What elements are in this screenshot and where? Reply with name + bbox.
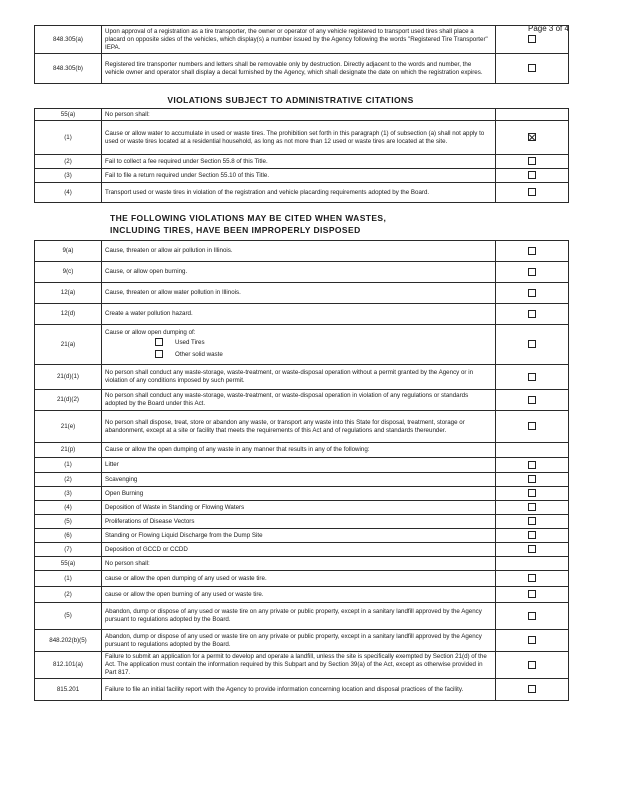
violation-checkbox[interactable] [528, 574, 536, 582]
violation-description: Failure to submit an application for a permit to develop and operate a landfill, unless the site is specifically exempted by Section 21(d) of the Act. The application must contain the information required by this Subpart and by Section 39(a) of the Act, except as otherwise provided in Part 817. [102, 652, 496, 679]
section-code: (2) [35, 473, 102, 487]
violation-checkbox[interactable] [528, 133, 536, 141]
violation-checkbox[interactable] [528, 247, 536, 255]
section-code: (3) [35, 169, 102, 183]
violation-description: No person shall conduct any waste-storage, waste-treatment, or waste-disposal operation without a permit granted by the Agency or in violation of any conditions imposed by such permit. [102, 365, 496, 390]
violation-checkbox[interactable] [528, 373, 536, 381]
section-code: (6) [35, 529, 102, 543]
checkbox-cell [496, 26, 569, 54]
violation-row [35, 121, 569, 155]
violation-checkbox[interactable] [528, 340, 536, 348]
section-code: (2) [35, 587, 102, 603]
section-code: (4) [35, 183, 102, 203]
checkbox-cell [496, 283, 569, 304]
violation-checkbox[interactable] [528, 503, 536, 511]
violation-description: Transport used or waste tires in violation of the registration and vehicle placarding requirements adopted by the Board. [102, 183, 496, 203]
checkbox-cell [496, 241, 569, 262]
violation-description: Cause, threaten or allow air pollution in Illinois. [102, 241, 496, 262]
violation-checkbox[interactable] [528, 289, 536, 297]
violation-row [35, 473, 569, 487]
section-code: 21(d)(2) [35, 390, 102, 411]
section-code: (4) [35, 501, 102, 515]
section-code: 55(a) [35, 557, 102, 571]
violation-row [35, 487, 569, 501]
violation-row [35, 458, 569, 473]
open-dumping-option [105, 337, 492, 349]
open-dumping-option [105, 349, 492, 361]
checkbox-cell [496, 155, 569, 169]
section-code: 21(a) [35, 325, 102, 365]
checkbox-cell [496, 109, 569, 121]
violation-row [35, 587, 569, 603]
violation-description: Upon approval of a registration as a tire transporter, the owner or operator of any vehicle registered to transport used tires shall place a placard on opposite sides of the vehicles, which display(s) a number issued by the Agency following the words "Registered Tire Transporter" IEPA. [102, 26, 496, 54]
violation-row [35, 283, 569, 304]
violation-description: Registered tire transporter numbers and letters shall be removable only by destruction. Directly adjacent to the words and number, the vehicle owner and operator shall display a decal furnished by the Agency, which shall designate the date on which the registration expires. [102, 54, 496, 84]
violation-description: No person shall: [102, 109, 496, 121]
violation-row [35, 241, 569, 262]
checkbox-cell [496, 304, 569, 325]
checkbox-cell [496, 630, 569, 652]
violation-description: Fail to collect a fee required under Section 55.8 of this Title. [102, 155, 496, 169]
checkbox-cell [496, 543, 569, 557]
violation-row [35, 557, 569, 571]
checkbox-cell [496, 529, 569, 543]
violation-checkbox[interactable] [528, 171, 536, 179]
checkbox-cell [496, 458, 569, 473]
violation-row [35, 515, 569, 529]
violation-checkbox[interactable] [528, 157, 536, 165]
checkbox-cell [496, 557, 569, 571]
violation-checkbox[interactable] [528, 268, 536, 276]
section-code: 848.305(a) [35, 26, 102, 54]
section-code: (3) [35, 487, 102, 501]
violation-checkbox[interactable] [528, 612, 536, 620]
violation-checkbox[interactable] [528, 661, 536, 669]
violation-row [35, 26, 569, 54]
violation-description: No person shall: [102, 557, 496, 571]
checkbox-cell [496, 411, 569, 443]
violation-description: Proliferations of Disease Vectors [102, 515, 496, 529]
violation-row [35, 365, 569, 390]
violation-description: Deposition of Waste in Standing or Flowing Waters [102, 501, 496, 515]
checkbox-cell [496, 487, 569, 501]
violation-description: No person shall dispose, treat, store or abandon any waste, or transport any waste into this State for disposal, treatment, storage or abandonment, except at a site or facility that meets the requirements of this Act and of regulations and standards thereunder. [102, 411, 496, 443]
violation-row [35, 262, 569, 283]
checkbox-cell [496, 652, 569, 679]
violation-checkbox[interactable] [528, 35, 536, 43]
violation-checkbox[interactable] [528, 531, 536, 539]
section-code: 21(p) [35, 443, 102, 458]
violation-description [102, 325, 496, 365]
violation-checkbox[interactable] [528, 461, 536, 469]
checkbox-cell [496, 515, 569, 529]
violation-row [35, 169, 569, 183]
page-number: Page 3 of 4 [528, 24, 569, 33]
violation-description: Failure to file an initial facility report with the Agency to provide information concerning location and disposal practices of the facility. [102, 679, 496, 701]
tire-transporter-table [34, 25, 569, 84]
checkbox-cell [496, 121, 569, 155]
violation-checkbox[interactable] [528, 310, 536, 318]
violation-row [35, 501, 569, 515]
violation-row [35, 543, 569, 557]
option-checkbox[interactable] [155, 338, 163, 346]
checkbox-cell [496, 365, 569, 390]
open-dumping-label: Cause or allow open dumping of: [105, 328, 196, 336]
section-code: (5) [35, 603, 102, 630]
section-code: 812.101(a) [35, 652, 102, 679]
violation-description: Cause or allow water to accumulate in used or waste tires. The prohibition set forth in this paragraph (1) of subsection (a) shall not apply to used or waste tires located at a residential household, as long as not more than 12 used or waste tires are located at the site. [102, 121, 496, 155]
violation-checkbox[interactable] [528, 590, 536, 598]
violation-row [35, 155, 569, 169]
violation-checkbox[interactable] [528, 188, 536, 196]
option-label: Used Tires [175, 338, 205, 346]
violation-description: Cause or allow the open dumping of any waste in any manner that results in any of the following: [102, 443, 496, 458]
violation-row [35, 679, 569, 701]
section-code: 815.201 [35, 679, 102, 701]
violation-description: Open Burning [102, 487, 496, 501]
section-code: (5) [35, 515, 102, 529]
violation-checkbox[interactable] [528, 64, 536, 72]
violation-row [35, 603, 569, 630]
option-label: Other solid waste [175, 350, 223, 358]
violation-description: cause or allow the open burning of any used or waste tire. [102, 587, 496, 603]
checkbox-cell [496, 443, 569, 458]
violation-description: cause or allow the open dumping of any used or waste tire. [102, 571, 496, 587]
violation-description: Fail to file a return required under Section 55.10 of this Title. [102, 169, 496, 183]
section-code: 9(a) [35, 241, 102, 262]
violation-checkbox[interactable] [528, 422, 536, 430]
admin-citations-heading: VIOLATIONS SUBJECT TO ADMINISTRATIVE CITATIONS [167, 95, 414, 105]
section-code: (1) [35, 121, 102, 155]
violation-row [35, 411, 569, 443]
violation-description: Scavenging [102, 473, 496, 487]
section-code: (7) [35, 543, 102, 557]
violation-description: Abandon, dump or dispose of any used or waste tire on any private or public property, except in a sanitary landfill approved by the Agency pursuant to regulations adopted by the Board. [102, 603, 496, 630]
checkbox-cell [496, 587, 569, 603]
checkbox-cell [496, 473, 569, 487]
checkbox-cell [496, 501, 569, 515]
violation-description: Create a water pollution hazard. [102, 304, 496, 325]
violation-row [35, 630, 569, 652]
section-code: 21(d)(1) [35, 365, 102, 390]
section-code: 21(e) [35, 411, 102, 443]
violation-checkbox[interactable] [528, 545, 536, 553]
violation-row [35, 54, 569, 84]
violation-description: Standing or Flowing Liquid Discharge from the Dump Site [102, 529, 496, 543]
section-code: 12(d) [35, 304, 102, 325]
checkbox-cell [496, 679, 569, 701]
checkbox-cell [496, 54, 569, 84]
violation-row [35, 571, 569, 587]
violation-description: Cause, threaten or allow water pollution in Illinois. [102, 283, 496, 304]
section-code: 848.202(b)(5) [35, 630, 102, 652]
checkbox-cell [496, 169, 569, 183]
improper-disposal-table [34, 240, 569, 701]
admin-citations-table [34, 108, 569, 203]
improper-disposal-heading-line2: INCLUDING TIRES, HAVE BEEN IMPROPERLY DISPOSED [110, 225, 361, 235]
violation-checkbox[interactable] [528, 396, 536, 404]
section-code: 55(a) [35, 109, 102, 121]
checkbox-cell [496, 603, 569, 630]
violation-row [35, 652, 569, 679]
checkbox-cell [496, 262, 569, 283]
checkbox-cell [496, 183, 569, 203]
violation-description: Deposition of GCCD or CCDD [102, 543, 496, 557]
violation-checkbox[interactable] [528, 636, 536, 644]
violation-checkbox[interactable] [528, 517, 536, 525]
violation-checkbox[interactable] [528, 685, 536, 693]
violation-row [35, 443, 569, 458]
violation-row [35, 109, 569, 121]
violation-row [35, 390, 569, 411]
violation-checkbox[interactable] [528, 489, 536, 497]
violation-checkbox[interactable] [528, 475, 536, 483]
violation-description: Cause, or allow open burning. [102, 262, 496, 283]
section-code: (1) [35, 458, 102, 473]
checkbox-cell [496, 390, 569, 411]
violation-description: Litter [102, 458, 496, 473]
section-code: 12(a) [35, 283, 102, 304]
improper-disposal-heading-line1: THE FOLLOWING VIOLATIONS MAY BE CITED WHEN WASTES, [110, 213, 387, 223]
checkbox-cell [496, 571, 569, 587]
violation-row [35, 529, 569, 543]
checkbox-cell [496, 325, 569, 365]
option-checkbox[interactable] [155, 350, 163, 358]
violation-row [35, 183, 569, 203]
violation-row-open-dumping [35, 325, 569, 365]
violation-description: Abandon, dump or dispose of any used or waste tire on any private or public property, except in a sanitary landfill approved by the Agency pursuant to regulations adopted by the Board. [102, 630, 496, 652]
violation-description: No person shall conduct any waste-storage, waste-treatment, or waste-disposal operation in violation of any regulations or standards adopted by the Board under this Act. [102, 390, 496, 411]
section-code: 848.305(b) [35, 54, 102, 84]
section-code: (1) [35, 571, 102, 587]
section-code: 9(c) [35, 262, 102, 283]
section-code: (2) [35, 155, 102, 169]
violation-row [35, 304, 569, 325]
